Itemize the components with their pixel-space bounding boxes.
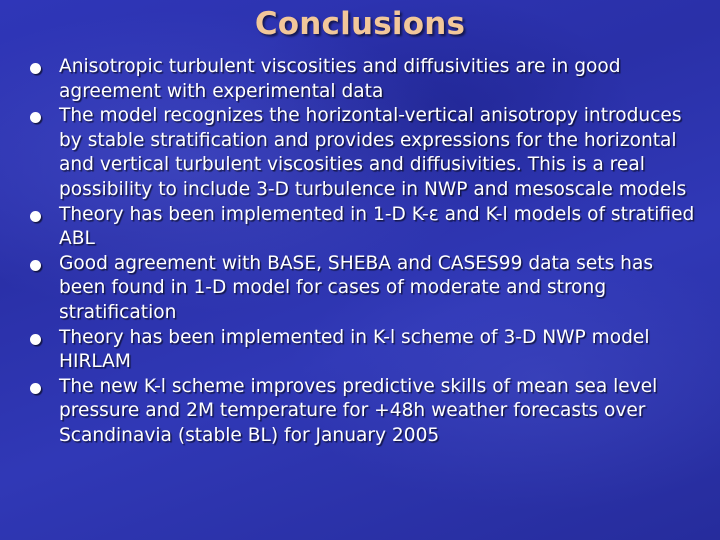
bullet-text: Theory has been implemented in 1-D K-ε and K-l models of stratified ABL: [59, 203, 695, 250]
bullet-dot-icon: [30, 334, 41, 345]
bullet-dot-icon: [30, 383, 41, 394]
bullet-item: [28, 55, 700, 104]
bullet-text: The new K-l scheme improves predictive skills of mean sea level pressure and 2M temperature for +48h weather forecasts over Scandinavia (stable BL) for January 2005: [59, 375, 658, 446]
bullet-item: [28, 252, 700, 326]
bullet-dot-icon: [30, 63, 41, 74]
bullet-text: Good agreement with BASE, SHEBA and CASES99 data sets has been found in 1-D model for cases of moderate and strong stratification: [59, 252, 654, 323]
bullet-item: [28, 326, 700, 375]
bullet-item: [28, 375, 700, 449]
bullet-dot-icon: [30, 211, 41, 222]
slide-title: Conclusions: [254, 6, 466, 42]
bullet-dot-icon: [30, 260, 41, 271]
bullet-item: [28, 203, 700, 252]
bullet-text: The model recognizes the horizontal-vertical anisotropy introduces by stable stratification and provides expressions for the horizontal and vertical turbulent viscosities and diffusivities. This is a real possibility to include 3-D turbulence in NWP and mesoscale models: [59, 105, 687, 200]
bullet-text: Anisotropic turbulent viscosities and diffusivities are in good agreement with experimental data: [59, 56, 621, 102]
bullet-item: [28, 104, 700, 202]
bullet-dot-icon: [30, 112, 41, 123]
bullet-text: Theory has been implemented in K-l scheme of 3-D NWP model HIRLAM: [59, 326, 650, 373]
bullet-list: [28, 55, 700, 449]
